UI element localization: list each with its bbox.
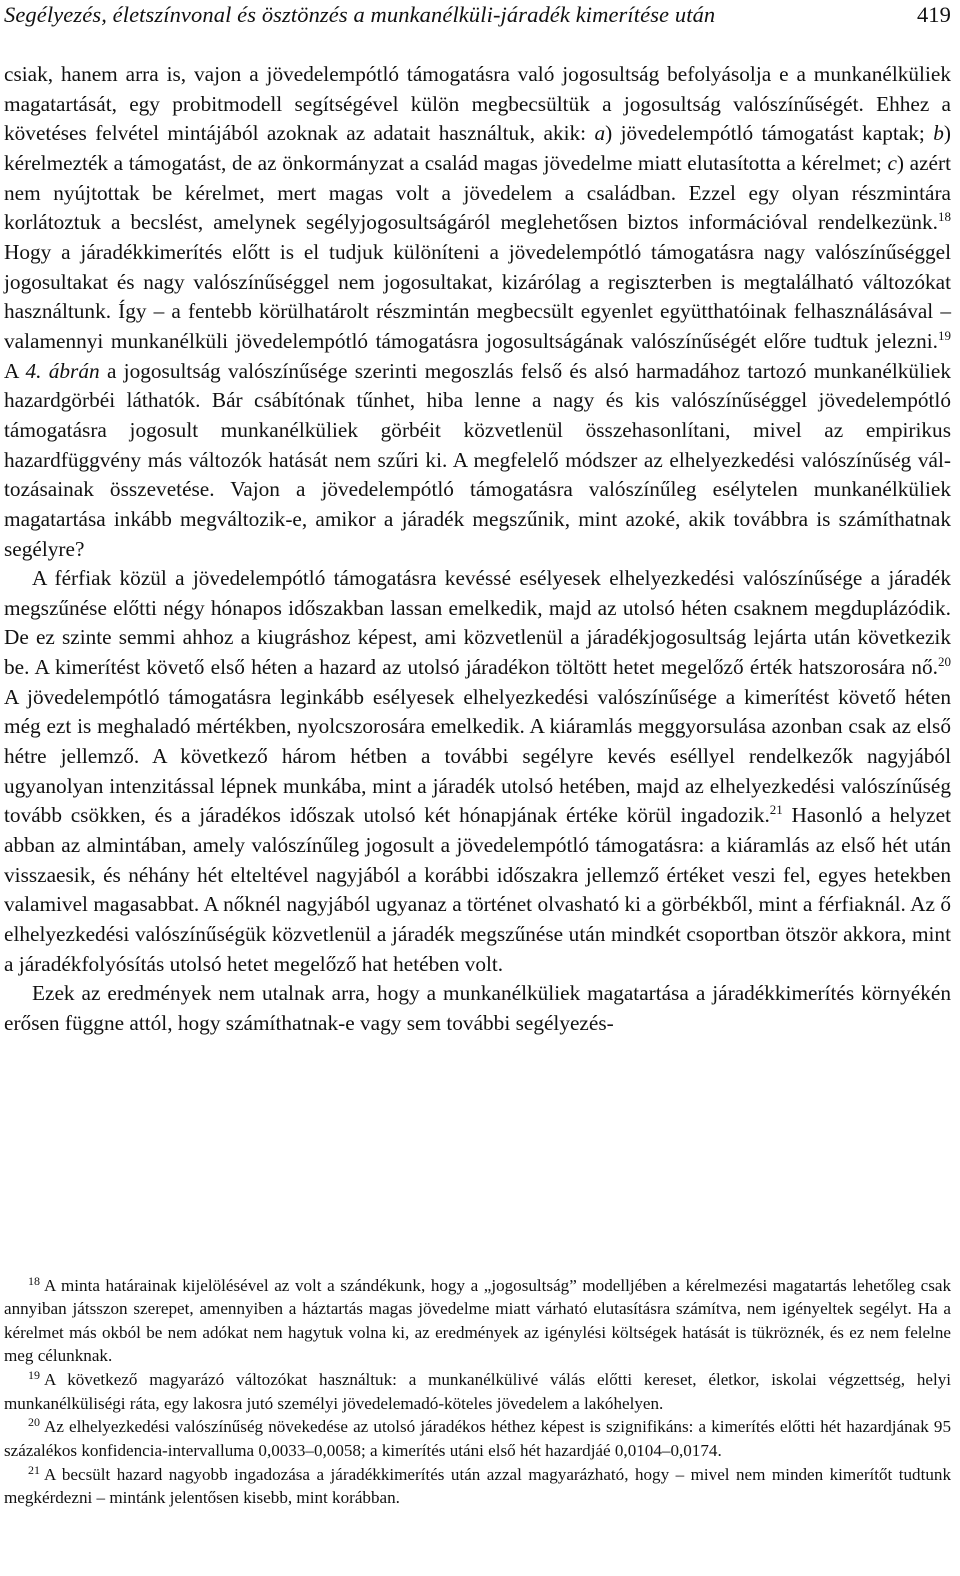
footnote-21: 21 A becsült hazard nagyobb ingadozása a járadékkimerítés után azzal magyarázható, hogy – mivel nem minden kimerítőt tudtunk megkérdezni – mintánk jelentősen kisebb, mint korábban. [4,1462,951,1508]
footnote-text: A becsült hazard nagyobb ingadozása a járadékkimerítés után azzal magyarázható, hogy – mivel nem minden kimerítőt tudtunk megkérdezni – mintánk jelentősen kisebb, mint korábban. [4,1464,951,1508]
list-marker-c: c [887,150,897,175]
footnotes [4,1274,951,1510]
text-run: ) azért nem nyújtottak be kérelmet, mert magas volt a jövedelem a családban. Ezzel egy olyan részmintára korlátoztuk a becslést, amelynek segélyjogosultságáról meglehetősen biztos információval rendelkezünk. [4,150,951,235]
paragraph-2 [4,564,951,979]
page-number: 419 [916,2,951,27]
text-run: ) kérelmezték a támogatást, de az önkormányzat a család magas jövedelme miatt elutasította a kérelmet; [4,121,951,175]
text-run: Hasonló a helyzet abban az almintában, amely valószínűleg jogosult a jövedelempótló támogatásra: a kiáramlás az első hét után visszaesik, és néhány hét elteltével nagyjából a korábbi időszakra jellemző értéket veszi fel, egyes hetekben valamivel magasabbat. A nőknél nagyjából ugyanaz a történet olvasható ki a görbékből, mint a férfiaknál. Az ő elhelyezkedési valószínűségük közvetlenül a járadék megszűnése után mindkét csoportban ötször akkora, mint a járadékfolyósítás utolsó hetet megelőző hat hetében volt. [4,803,951,976]
text-run: ) jövedelempótló támogatást kaptak; [605,121,934,146]
text-run: Hogy a járadékkimerítés előtt is el tudjuk különíteni a jövedelempótló támogatásra nagy valószínűséggel jogosultakat és nagy valószínűséggel nem jogosultakat, kizárólag a regiszterben is megtalálható változókat használtunk. Így – a fentebb körülhatárolt részmintán megbecsült egyenlet együtthatóinak felhasználásával – valamennyi munkanélküli jövedelempótló támogatásra jogosultságának valószínűségét előre tudtuk jelezni. [4,239,951,353]
list-marker-a: a [594,121,606,146]
footnote-text: A következő magyarázó változókat használtuk: a munkanélkülivé válás előtti kereset, életkor, iskolai végzettség, helyi munkanélküliségi ráta, egy lakosra jutó személyi jövedelemadó-köteles jövedelem a lakóhelyen. [4,1370,951,1413]
paragraph-3: Ezek az eredmények nem utalnak arra, hogy a munkanélküliek magatartása a járadékkimerítés környékén erősen függne attól, hogy számíthatnak-e vagy sem további segélyezés- [4,981,951,1035]
body-text [4,60,951,1039]
footnote-19: 19 A következő magyarázó változókat használtuk: a munkanélkülivé válás előtti kereset, életkor, iskolai végzettség, helyi munkanélküliségi ráta, egy lakosra jutó személyi jövedelemadó-köteles jövedelem a lakóhelyen. [4,1368,951,1413]
text-run: A jövedelempótló támogatásra leginkább esélyesek elhelyezkedési valószínűsége a kimerítést követő héten még ezt is meghaladó mértékben, nyolcszorosára emelkedik. A kiáramlás meggyorsulása azonban csak az első hétre jellemző. A következő három hétben a további segélyre kevés eséllyel rendelkezők nagyjából ugyanolyan intenzitással lépnek munkába, mint a járadék utolsó hetében, majd az elhelyezkedési valószínűség tovább csökken, és a járadékos időszak utolsó két hónapjának értéke körül ingadozik. [4,684,951,828]
footnote-text: A minta határainak kijelölésével az volt a szándékunk, hogy a „jogosultság” modelljében a kérelmezési magatartás lehetőleg csak annyiban játsszon szerepet, amennyiben a háztartás magas jövedelme miatt várható elutasításra számítva, nem igényeltek segélyt. Ha a kérelmet más okból be nem adókat nem hagytuk volna ki, az eredmények az igénylési költségek hatását is tükröznék, és ez nem felelne meg célunknak. [4,1276,951,1366]
footnote-ref-21[interactable]: 21 [769,802,783,818]
figure-reference: 4. ábrán [25,358,100,383]
footnote-20: 20 Az elhelyezkedési valószínűség növekedése az utolsó járadékos héthez képest is szignifikáns: a kimerítés előtti hét hazardjának 95 százalékos konfidencia-intervalluma 0,0033–0,0058; a kimerítés utáni első hét hazardjáé 0,0104–0,0174. [4,1415,951,1460]
running-title: Segélyezés, életszínvonal és ösztönzés a munkanélküli-járadék kimerítése után [4,2,716,27]
list-marker-b: b [933,121,944,146]
paragraph-1 [4,60,951,564]
footnote-ref-20[interactable]: 20 [938,654,951,670]
footnote-ref-19[interactable]: 19 [938,327,951,343]
running-header [4,2,951,36]
footnote-text: Az elhelyezkedési valószínűség növekedése az utolsó járadékos héthez képest is szignifikáns: a kimerítés előtti hét hazardjának 95 százalékos konfidencia-intervalluma 0,0033–0,0058; a kimerítés utáni első hét hazardjáé 0,0104–0,0174. [4,1417,951,1460]
text-run: csiak, hanem arra is, vajon a jövedelempótló támogatásra való jogosultság befolyásolja e a munkanélküliek magatartását, egy probitmodell segítségével külön megbecsültük a jogosultság valószínűségét. Ehhez a követéses felvétel mintájából azoknak az adatait használtuk, akik: [4,62,951,146]
text-run: a jogosultság valószínűsége szerinti megoszlás felső és alsó harmadához tartozó munkanélküliek hazardgörbéi láthatók. Bár csábítónak tűnhet, hiba lenne a nagy és kis valószínűséggel jövedelempótló támogatásra jogosult munkanélküliek görbéit közvetlenül összehasonlítani, mivel az empirikus hazardfüggvény más változók hatását nem szűri ki. A megfelelő módszer az elhelyezkedési valószínűség változásainak összevetése. Vajon a jövedelempótló támogatásra valószínűleg esélytelen munkanélküliek magatartása inkább megváltozik-e, amikor a járadék megszűnik, mint azoké, akik továbbra is számíthatnak segélyre? [4,358,952,561]
footnote-18: 18 A minta határainak kijelölésével az volt a szándékunk, hogy a „jogosultság” modelljében a kérelmezési magatartás lehetőleg csak annyiban játsszon szerepet, amennyiben a háztartás magas jövedelme miatt várható elutasításra számítva, nem igényeltek segélyt. Ha a kérelmet más okból be nem adókat nem hagytuk volna ki, az eredmények az igénylési költségek hatását is tükröznék, és ez nem felelne meg célunknak. [4,1274,951,1366]
footnote-ref-18[interactable]: 18 [938,209,951,225]
text-run: A férfiak közül a jövedelempótló támogatásra kevéssé esélyesek elhelyezkedési valószínűsége a járadék megszűnése előtti négy hónapos időszakban lassan emelkedik, majd az utolsó héten csaknem megduplázódik. De ez szinte semmi ahhoz a kiugráshoz képest, ami közvetlenül a járadékjogosultság lejárta után következik be. A kimerítést követő első héten a hazard az utolsó járadékon töltött hetet megelőző érték hatszorosára nő. [4,566,951,680]
text-run: A [4,358,26,383]
